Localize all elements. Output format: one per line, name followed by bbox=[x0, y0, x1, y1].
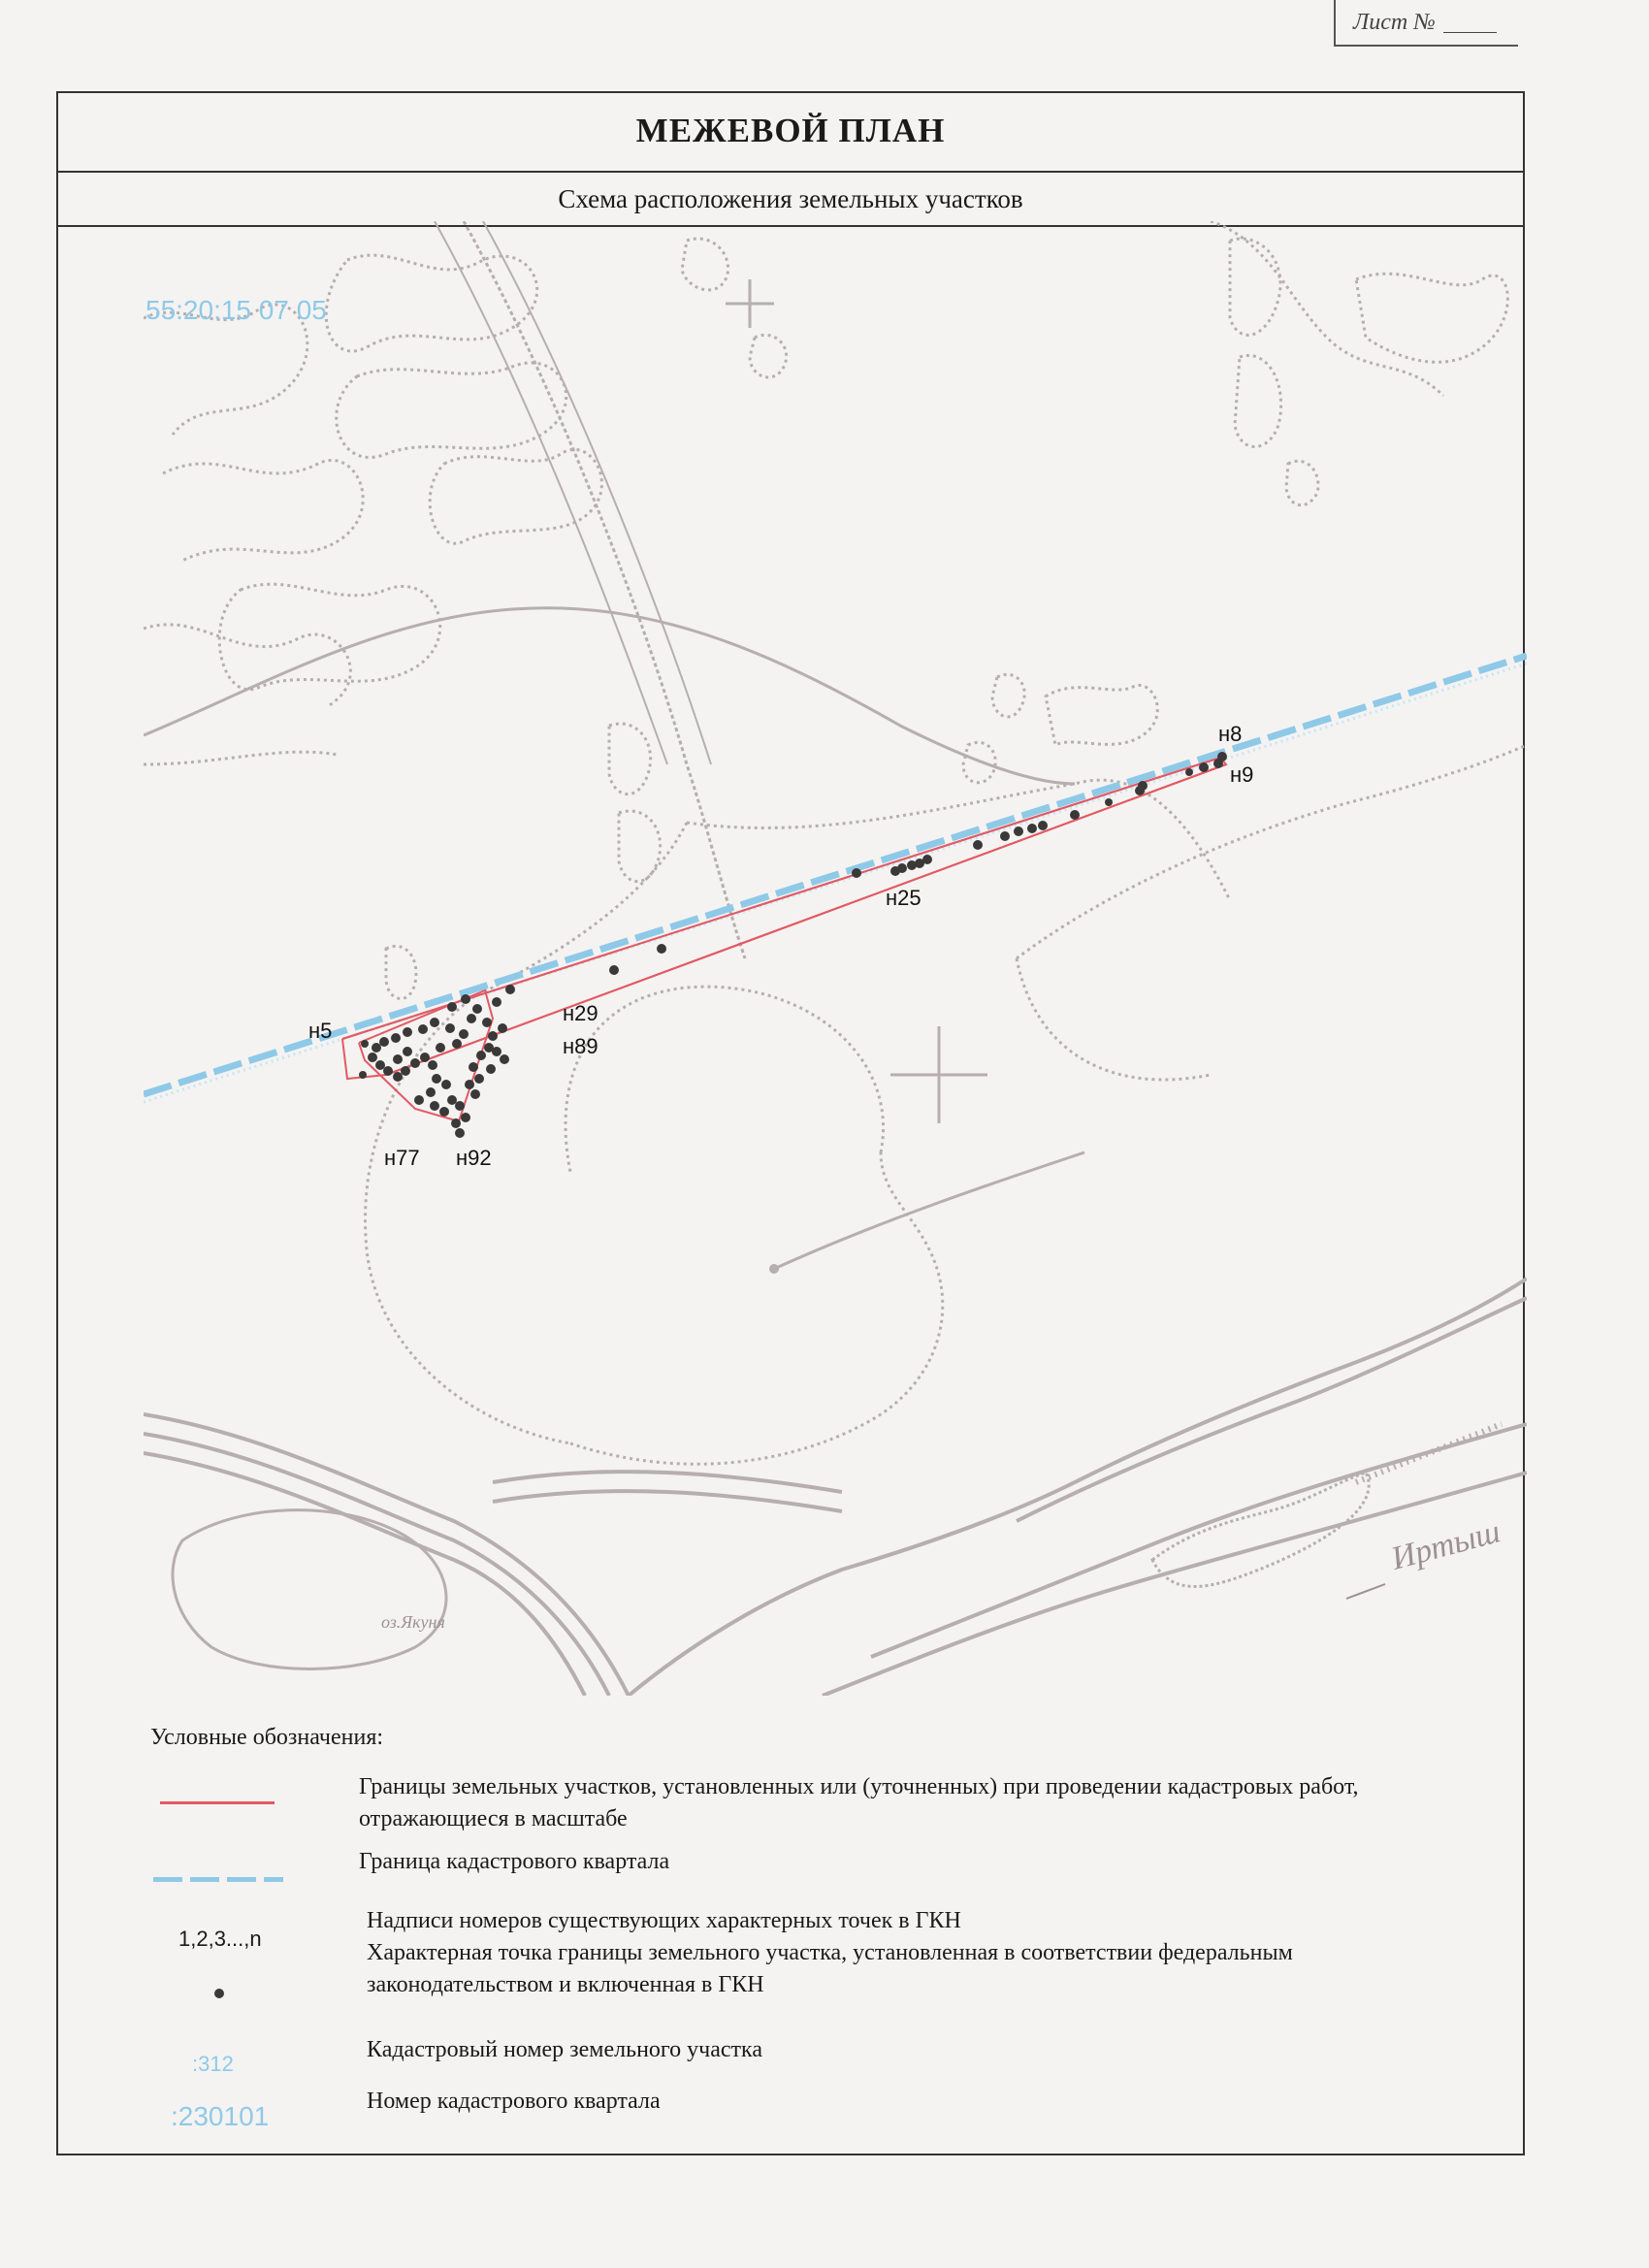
legend-item-quarter-boundary: Граница кадастрового квартала bbox=[359, 1849, 670, 1874]
page-title: МЕЖЕВОЙ ПЛАН bbox=[56, 91, 1525, 173]
point-label-n92: н92 bbox=[456, 1146, 492, 1170]
map-quarter-label: 55:20:15 07 05 bbox=[146, 295, 327, 325]
legend-blue-dashed-symbol bbox=[153, 1877, 283, 1882]
legend-item-point-numbers: Надписи номеров существующих характерных точек в ГКН bbox=[367, 1908, 961, 1933]
legend-item-parcel-boundaries: Границы земельных участков, установленных или (уточненных) при проведении кадастровых работ, отражающиеся в масштабе bbox=[359, 1774, 1359, 1831]
legend-item-parcel-number: Кадастровый номер земельного участка bbox=[367, 2037, 762, 2062]
legend-parcel-number-symbol: :312 bbox=[192, 2052, 234, 2076]
map-canvas bbox=[144, 221, 1527, 1696]
legend-numbering-symbol: 1,2,3...,n bbox=[178, 1927, 262, 1951]
point-label-n29: н29 bbox=[563, 1001, 598, 1025]
point-label-n25: н25 bbox=[886, 886, 922, 910]
point-label-n8: н8 bbox=[1218, 722, 1243, 746]
point-label-n9: н9 bbox=[1230, 762, 1254, 787]
lake-name: оз.Якуня bbox=[381, 1612, 445, 1632]
legend-quarter-number-symbol: :230101 bbox=[171, 2101, 270, 2131]
legend-title: Условные обозначения: bbox=[150, 1725, 384, 1750]
legend-item-characteristic-point: Характерная точка границы земельного участка, установленная в соответствии федеральным законодательством и включенная в ГКН bbox=[367, 1940, 1293, 1997]
sheet-number-blank bbox=[1443, 13, 1497, 33]
sheet-number-label: Лист № bbox=[1353, 9, 1436, 35]
boundary-points bbox=[359, 752, 1227, 1138]
legend-item-quarter-number: Номер кадастрового квартала bbox=[367, 2089, 661, 2114]
page-subtitle: Схема расположения земельных участков bbox=[56, 173, 1525, 227]
point-label-n89: н89 bbox=[563, 1034, 598, 1058]
quarter-boundary-line bbox=[144, 656, 1527, 1094]
sheet-number-box bbox=[1334, 0, 1518, 47]
river-name: Иртыш bbox=[1387, 1513, 1504, 1577]
point-label-n5: н5 bbox=[308, 1019, 333, 1043]
legend-red-line-symbol bbox=[160, 1801, 275, 1804]
legend-dot-symbol bbox=[214, 1989, 224, 1998]
map-area bbox=[144, 221, 1527, 1696]
point-label-n77: н77 bbox=[384, 1146, 420, 1170]
